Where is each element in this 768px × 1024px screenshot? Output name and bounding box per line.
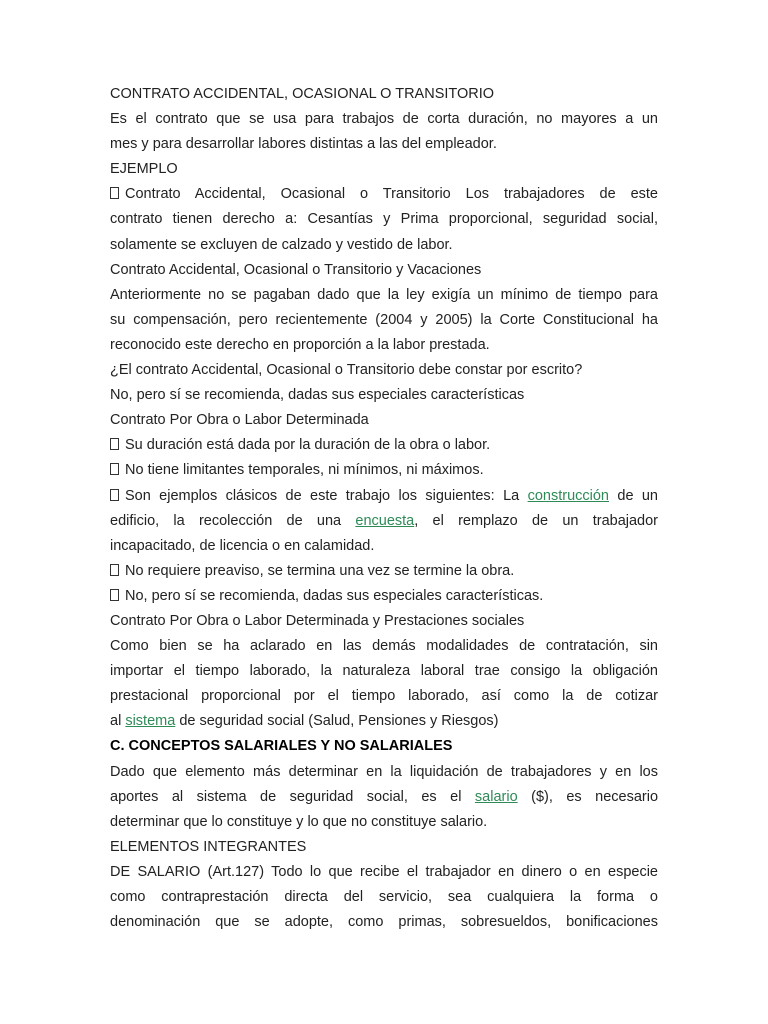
subheading-vacaciones: Contrato Accidental, Ocasional o Transitorio y Vacaciones bbox=[110, 261, 482, 278]
bullet-line bbox=[110, 484, 658, 509]
text-segment: al bbox=[110, 713, 122, 730]
example-label: EJEMPLO bbox=[110, 161, 178, 178]
bullet-text: No, pero sí se recomienda, dadas sus especiales características. bbox=[125, 587, 544, 604]
paragraph-line: Dado que elemento más determinar en la liquidación de trabajadores y en los bbox=[110, 763, 658, 780]
bullet-text: Son ejemplos clásicos de este trabajo los siguientes: La bbox=[125, 487, 520, 504]
paragraph-line: como contraprestación directa del servicio, sea cualquiera la forma o bbox=[110, 889, 658, 905]
bullet-text: Contrato Accidental, Ocasional o Transitorio Los trabajadores de este bbox=[125, 186, 658, 203]
bullet-text: Su duración está dada por la duración de la obra o labor. bbox=[125, 437, 491, 454]
bullet-line bbox=[110, 433, 658, 458]
bullet-text: No tiene limitantes temporales, ni mínimos, ni máximos. bbox=[125, 462, 484, 479]
link-sistema[interactable]: sistema bbox=[125, 713, 176, 730]
paragraph-line: Es el contrato que se usa para trabajos de corta duración, no mayores a un bbox=[110, 111, 658, 128]
bullet-text: de un bbox=[617, 487, 658, 504]
paragraph-line: No, pero sí se recomienda, dadas sus especiales características bbox=[110, 387, 525, 404]
bullet-box-icon bbox=[110, 438, 119, 450]
subheading-elementos: ELEMENTOS INTEGRANTES bbox=[110, 838, 307, 855]
paragraph-line: denominación que se adopte, como primas, sobresueldos, bonificaciones bbox=[110, 914, 658, 931]
text-segment: edificio, la recolección de una bbox=[110, 512, 342, 529]
text-segment: ($), es necesario bbox=[531, 788, 658, 805]
paragraph-line: reconocido este derecho en proporción a la labor prestada. bbox=[110, 336, 490, 353]
question-line: ¿El contrato Accidental, Ocasional o Transitorio debe constar por escrito? bbox=[110, 362, 583, 379]
bullet-box-icon bbox=[110, 463, 119, 475]
link-encuesta[interactable]: encuesta bbox=[355, 512, 415, 529]
bullet-box-icon bbox=[110, 187, 119, 199]
bullet-line bbox=[110, 182, 658, 207]
bullet-line bbox=[110, 458, 658, 483]
paragraph-line: prestacional proporcional por el tiempo laborado, así como la de cotizar bbox=[110, 688, 658, 705]
bullet-line bbox=[110, 584, 658, 609]
paragraph-line: mes y para desarrollar labores distintas a las del empleador. bbox=[110, 136, 497, 153]
section-title-contrato-accidental: CONTRATO ACCIDENTAL, OCASIONAL O TRANSITORIO bbox=[110, 86, 495, 102]
bullet-box-icon bbox=[110, 489, 119, 501]
text-segment: aportes al sistema de seguridad social, es el bbox=[110, 788, 462, 805]
bullet-box-icon bbox=[110, 564, 119, 576]
paragraph-line: importar el tiempo laborado, la naturaleza laboral trae consigo la obligación bbox=[110, 663, 658, 680]
bullet-text: No requiere preaviso, se termina una vez se termine la obra. bbox=[125, 562, 515, 579]
paragraph-line: contrato tienen derecho a: Cesantías y Prima proporcional, seguridad social, bbox=[110, 211, 658, 228]
bullet-line bbox=[110, 559, 658, 584]
bullet-box-icon bbox=[110, 589, 119, 601]
paragraph-line: DE SALARIO (Art.127) Todo lo que recibe el trabajador en dinero o en especie bbox=[110, 863, 658, 880]
paragraph-line: determinar que lo constituye y lo que no constituye salario. bbox=[110, 813, 488, 830]
section-heading-conceptos-salariales: C. CONCEPTOS SALARIALES Y NO SALARIALES bbox=[110, 738, 453, 755]
subheading-prestaciones: Contrato Por Obra o Labor Determinada y Prestaciones sociales bbox=[110, 612, 525, 629]
paragraph-line: incapacitado, de licencia o en calamidad. bbox=[110, 537, 375, 554]
paragraph-line bbox=[110, 785, 658, 810]
paragraph-line bbox=[110, 509, 658, 534]
paragraph-line: Anteriormente no se pagaban dado que la ley exigía un mínimo de tiempo para bbox=[110, 286, 658, 303]
paragraph-line bbox=[110, 709, 658, 734]
text-segment: de seguridad social (Salud, Pensiones y Riesgos) bbox=[179, 713, 499, 730]
subheading-obra-labor: Contrato Por Obra o Labor Determinada bbox=[110, 412, 369, 429]
text-segment: , el remplazo de un trabajador bbox=[414, 512, 658, 529]
paragraph-line: solamente se excluyen de calzado y vestido de labor. bbox=[110, 236, 453, 253]
paragraph-line: su compensación, pero recientemente (2004 y 2005) la Corte Constitucional ha bbox=[110, 311, 658, 328]
paragraph-line: Como bien se ha aclarado en las demás modalidades de contratación, sin bbox=[110, 638, 658, 655]
link-construccion[interactable]: construcción bbox=[527, 487, 609, 504]
link-salario[interactable]: salario bbox=[474, 788, 518, 805]
